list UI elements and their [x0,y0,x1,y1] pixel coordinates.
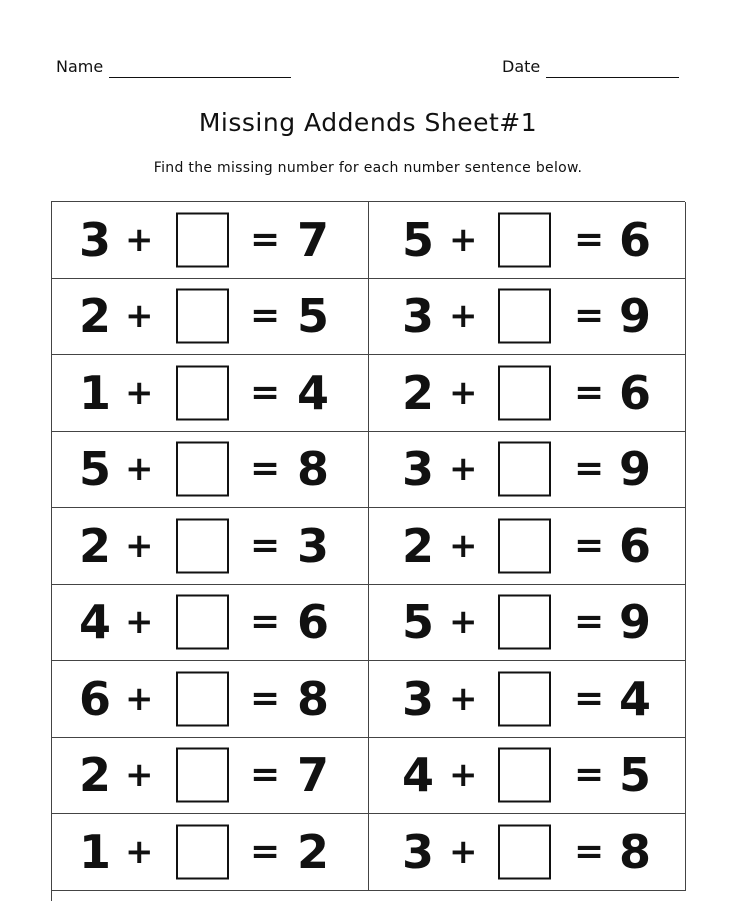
addend-number: 1 [79,824,112,879]
missing-addend-box[interactable] [498,365,551,420]
plus-sign: + [449,219,478,260]
sum-number: 8 [297,671,330,726]
equals-sign: = [250,677,281,719]
sum-number: 8 [297,442,330,497]
missing-addend-box[interactable] [498,212,551,267]
equals-sign: = [250,754,281,796]
equals-sign: = [250,830,281,872]
problem-cell [369,202,686,279]
problem-cell [369,585,686,662]
plus-sign: + [125,372,154,413]
equals-sign: = [574,218,605,260]
equals-sign: = [250,295,281,337]
worksheet-title: Missing Addends Sheet#1 [198,108,538,137]
sum-number: 6 [619,365,652,420]
missing-addend-box[interactable] [498,595,551,650]
missing-addend-box[interactable] [176,442,229,497]
plus-sign: + [449,449,478,490]
addend-number: 1 [79,365,112,420]
missing-addend-box[interactable] [176,289,229,344]
problem-cell [52,585,369,662]
sum-number: 7 [297,212,330,267]
name-label: Name [56,57,104,76]
sum-number: 4 [297,365,330,420]
sum-number: 9 [619,595,652,650]
sum-number: 3 [297,518,330,573]
addend-number: 3 [402,824,435,879]
addend-number: 6 [79,671,112,726]
problem-cell [369,432,686,509]
addend-number: 4 [79,595,112,650]
problem-cell [369,508,686,585]
missing-addend-box[interactable] [498,748,551,803]
sum-number: 2 [297,824,330,879]
problem-cell [52,508,369,585]
addend-number: 2 [79,518,112,573]
date-label: Date [502,57,541,76]
missing-addend-box[interactable] [176,595,229,650]
addend-number: 4 [402,748,435,803]
sum-number: 4 [619,671,652,726]
plus-sign: + [449,755,478,796]
equals-sign: = [574,754,605,796]
problem-cell [52,738,369,815]
problem-cell [369,355,686,432]
equals-sign: = [574,601,605,643]
missing-addend-box[interactable] [176,824,229,879]
problem-cell [52,202,369,279]
missing-addend-box[interactable] [176,671,229,726]
addend-number: 2 [402,518,435,573]
addend-number: 2 [79,748,112,803]
plus-sign: + [125,755,154,796]
sum-number: 6 [619,518,652,573]
problem-grid [51,201,685,901]
name-field [56,56,291,78]
problem-cell [369,661,686,738]
missing-addend-box[interactable] [176,212,229,267]
sum-number: 6 [297,595,330,650]
missing-addend-box[interactable] [498,824,551,879]
missing-addend-box[interactable] [176,365,229,420]
plus-sign: + [449,296,478,337]
plus-sign: + [449,525,478,566]
sum-number: 7 [297,748,330,803]
sum-number: 9 [619,289,652,344]
problem-cell [52,814,369,891]
equals-sign: = [250,371,281,413]
plus-sign: + [449,678,478,719]
equals-sign: = [574,830,605,872]
plus-sign: + [125,449,154,490]
problem-cell [52,279,369,356]
equals-sign: = [250,524,281,566]
header-row [0,56,736,80]
addend-number: 5 [402,595,435,650]
plus-sign: + [449,831,478,872]
sum-number: 6 [619,212,652,267]
addend-number: 2 [79,289,112,344]
problem-cell [52,661,369,738]
sum-number: 8 [619,824,652,879]
plus-sign: + [125,525,154,566]
addend-number: 5 [402,212,435,267]
plus-sign: + [125,296,154,337]
date-blank-line[interactable] [546,59,679,78]
problem-cell [369,738,686,815]
equals-sign: = [250,601,281,643]
problem-cell [52,355,369,432]
equals-sign: = [250,218,281,260]
sum-number: 5 [619,748,652,803]
missing-addend-box[interactable] [498,671,551,726]
addend-number: 5 [79,442,112,497]
problem-cell [369,814,686,891]
name-blank-line[interactable] [109,59,291,78]
sum-number: 9 [619,442,652,497]
equals-sign: = [574,295,605,337]
equals-sign: = [574,524,605,566]
addend-number: 3 [402,671,435,726]
equals-sign: = [250,448,281,490]
addend-number: 2 [402,365,435,420]
plus-sign: + [449,602,478,643]
sum-number: 5 [297,289,330,344]
problem-cell [52,432,369,509]
addend-number: 3 [79,212,112,267]
missing-addend-box[interactable] [176,518,229,573]
worksheet-instructions: Find the missing number for each number sentence below. [153,160,583,176]
missing-addend-box[interactable] [498,518,551,573]
plus-sign: + [125,831,154,872]
addend-number: 3 [402,442,435,497]
plus-sign: + [125,678,154,719]
plus-sign: + [125,602,154,643]
problem-cell [369,279,686,356]
missing-addend-box[interactable] [498,289,551,344]
missing-addend-box[interactable] [176,748,229,803]
addend-number: 3 [402,289,435,344]
equals-sign: = [574,677,605,719]
plus-sign: + [125,219,154,260]
missing-addend-box[interactable] [498,442,551,497]
date-field [502,56,679,78]
equals-sign: = [574,448,605,490]
plus-sign: + [449,372,478,413]
equals-sign: = [574,371,605,413]
